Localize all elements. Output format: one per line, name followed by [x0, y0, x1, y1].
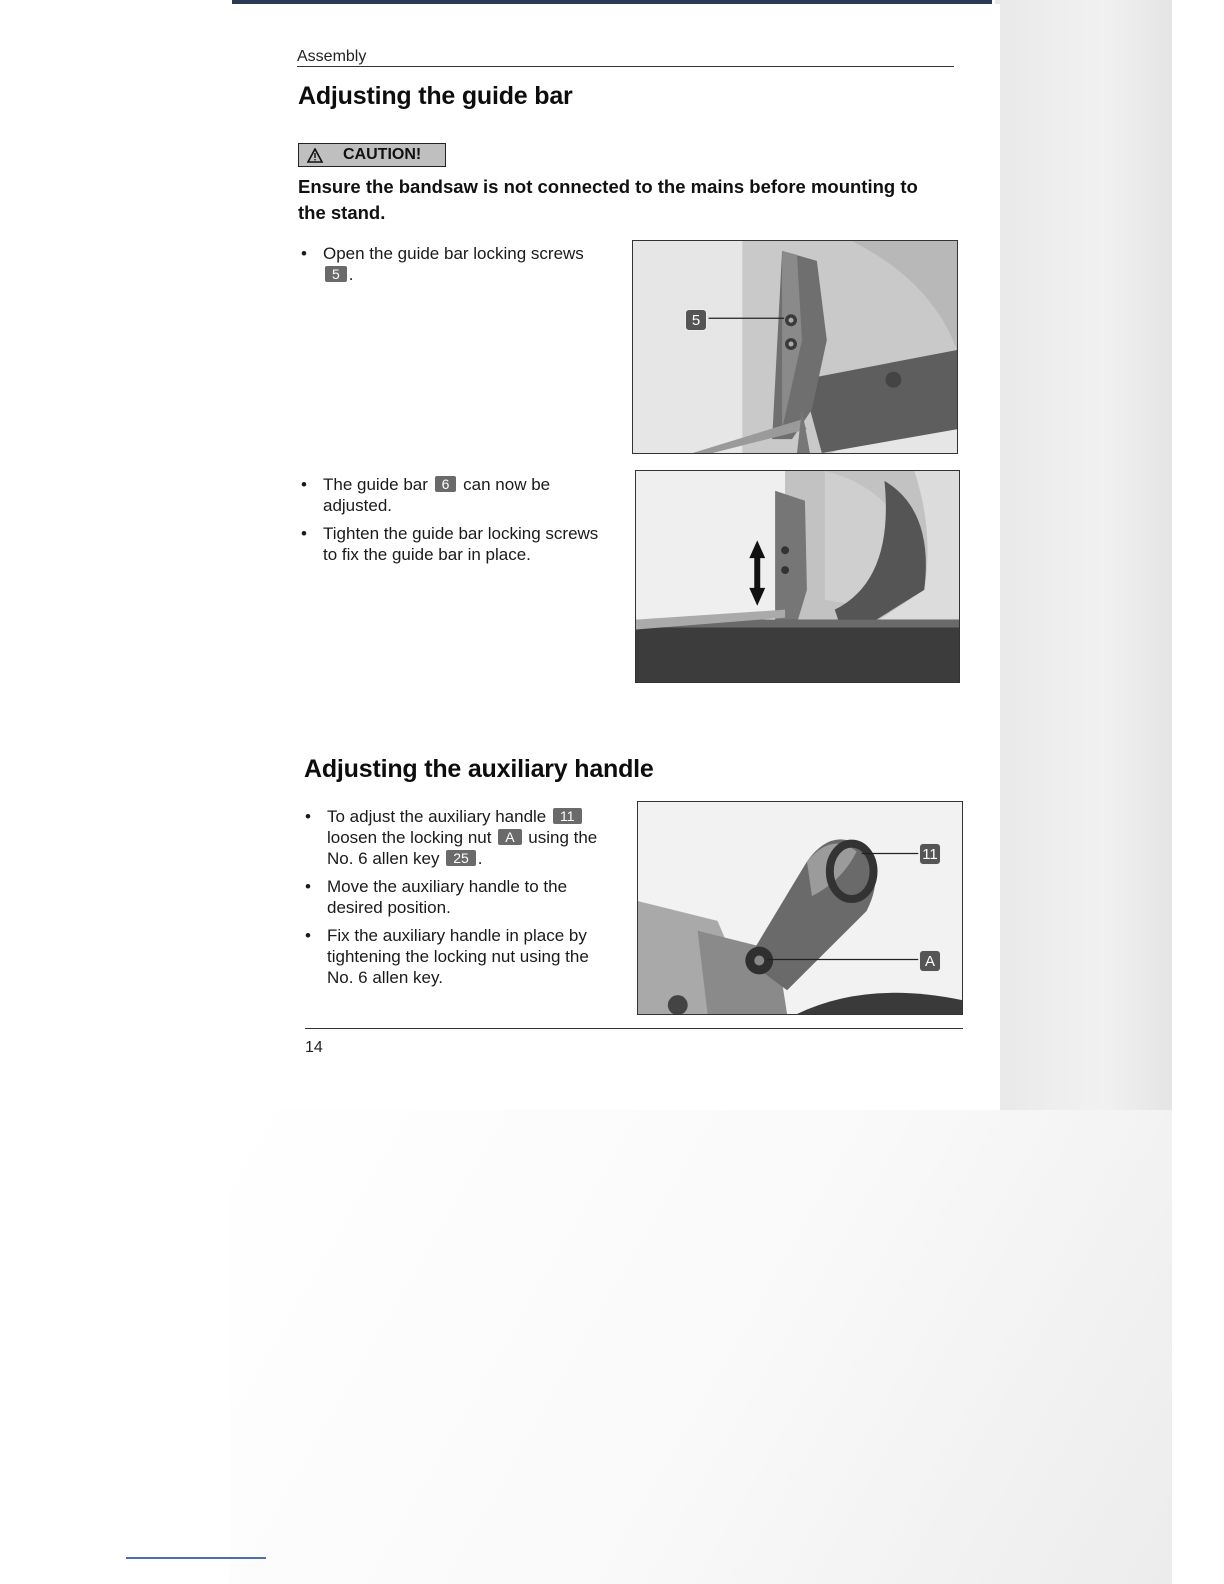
part-tag: 5: [325, 266, 347, 282]
aux-handle-photo: [637, 801, 963, 1015]
list-item: • Open the guide bar locking screws 5 .: [299, 243, 599, 285]
part-tag: 6: [435, 476, 457, 492]
list-item: • The guide bar 6 can now be adjusted.: [299, 474, 609, 516]
guide-bar-steps-1: [299, 243, 599, 292]
scan-background-lower: [230, 1110, 1175, 1584]
guide-bar-screws-photo: [632, 240, 958, 454]
part-tag: 25: [446, 850, 476, 866]
scan-edge: [1172, 0, 1224, 1584]
aux-handle-steps: [303, 806, 613, 995]
part-tag: 11: [553, 808, 582, 824]
guide-bar-steps-2: [299, 474, 609, 572]
page-number: 14: [305, 1039, 323, 1056]
warning-text: Ensure the bandsaw is not connected to the mains before mounting to the stand.: [298, 176, 918, 223]
scan-artifact-line: [126, 1557, 266, 1559]
guide-bar-heading: Adjusting the guide bar: [298, 82, 573, 110]
footer-rule: [305, 1028, 963, 1029]
guide-bar-adjust-photo: [635, 470, 960, 683]
caution-box: [298, 143, 446, 167]
list-item: • Move the auxiliary handle to the desired position.: [303, 876, 613, 918]
header-rule: [297, 66, 954, 67]
section-label: Assembly: [297, 48, 367, 65]
callout-5: 5: [685, 309, 707, 331]
top-edge-rule: [232, 0, 992, 4]
callout-11: 11: [919, 843, 941, 865]
warning-triangle-icon: [307, 148, 323, 163]
list-item: • Tighten the guide bar locking screws to fix the guide bar in place.: [299, 523, 609, 565]
caution-label: CAUTION!: [343, 146, 422, 163]
aux-handle-heading: Adjusting the auxiliary handle: [304, 755, 654, 783]
part-tag: A: [498, 829, 521, 845]
list-item: • Fix the auxiliary handle in place by tightening the locking nut using the No. 6 allen key.: [303, 925, 613, 988]
callout-a: A: [919, 950, 941, 972]
list-item: • To adjust the auxiliary handle 11 loosen the locking nut A using the No. 6 allen key 25 .: [303, 806, 613, 869]
